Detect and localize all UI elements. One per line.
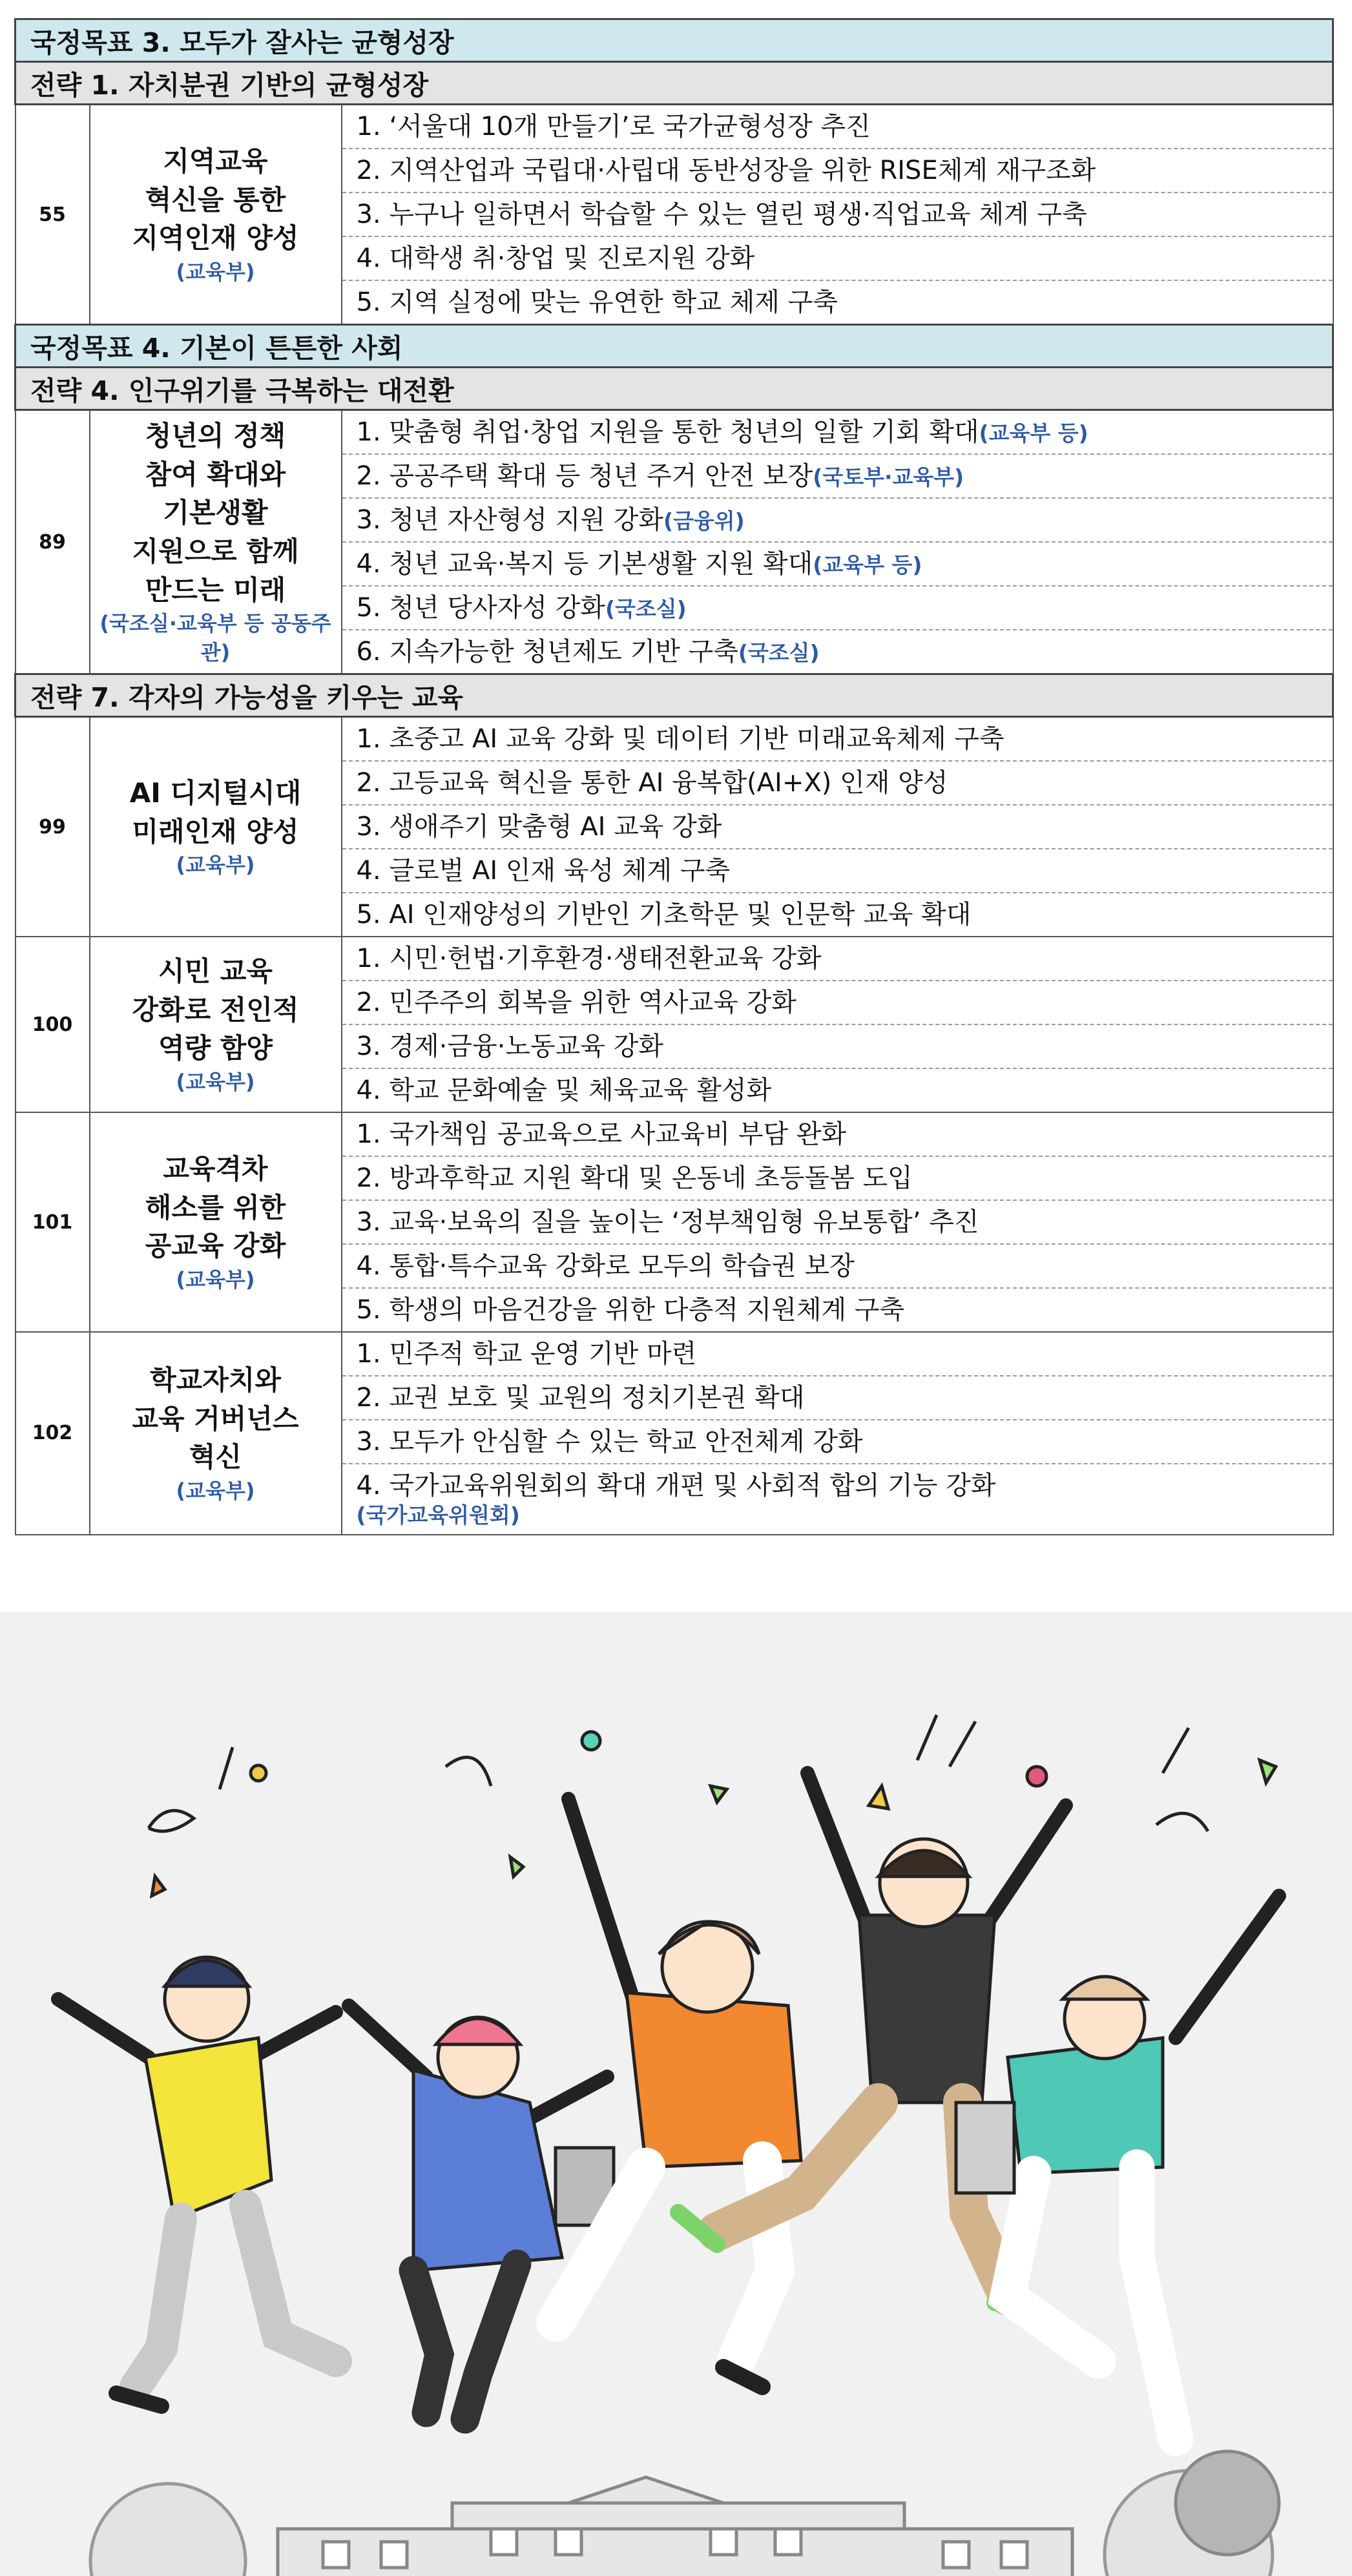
task-item-text: 3. 누구나 일하면서 학습할 수 있는 열린 평생·직업교육 체계 구축 [356, 200, 1087, 229]
task-items-cell [342, 105, 1333, 325]
students-illustration [0, 1612, 1352, 2576]
task-item [342, 849, 1333, 893]
goal-row [16, 325, 1333, 368]
task-item [342, 587, 1333, 630]
task-title-line: 해소를 위한 [145, 1191, 286, 1223]
task-number: 100 [16, 937, 90, 1112]
task-item-text: 2. 방과후학교 지원 확대 및 온동네 초등돌봄 도입 [356, 1163, 913, 1193]
task-ministry: (교육부) [176, 1070, 255, 1095]
task-title-line: 만드는 미래 [145, 574, 286, 606]
task-item-ministry-tag: (금융위) [663, 508, 745, 534]
task-item-text: 1. 시민·헌법·기후환경·생태전환교육 강화 [356, 944, 822, 973]
task-number: 102 [16, 1332, 90, 1535]
task-item [342, 1113, 1333, 1157]
task-items-cell [342, 1112, 1333, 1332]
task-number: 99 [16, 717, 90, 937]
task-item [342, 1333, 1333, 1376]
school-building-icon [90, 2451, 1279, 2576]
task-item-text: 3. 교육·보육의 질을 높이는 ‘정부책임형 유보통합’ 추진 [356, 1207, 979, 1237]
task-item-text: 1. ‘서울대 10개 만들기’로 국가균형성장 추진 [356, 112, 871, 141]
task-number: 101 [16, 1112, 90, 1332]
task-item [342, 455, 1333, 499]
task-item [342, 893, 1333, 936]
task-row [16, 105, 1333, 325]
task-title-line: 강화로 전인적 [132, 993, 299, 1026]
task-item-text: 4. 학교 문화예술 및 체육교육 활성화 [356, 1075, 772, 1105]
task-title-line: 기본생활 [163, 497, 268, 529]
task-items-cell [342, 410, 1333, 674]
task-item-text: 1. 민주적 학교 운영 기반 마련 [356, 1339, 697, 1369]
task-title-cell [90, 1112, 342, 1332]
confetti-icon [149, 1715, 1276, 1896]
task-item [342, 411, 1333, 455]
policy-table-wrap [14, 18, 1332, 1535]
strategy-7-label: 전략 7. 각자의 가능성을 키우는 교육 [16, 674, 1333, 717]
task-item-text: 4. 국가교육위원회의 확대 개편 및 사회적 합의 기능 강화 [356, 1471, 996, 1501]
policy-table-body [16, 19, 1333, 1535]
student-orange-shirt [556, 1799, 801, 2387]
strategy-1-label: 전략 1. 자치분권 기반의 균형성장 [16, 62, 1333, 105]
task-item [342, 105, 1333, 149]
task-item [342, 1289, 1333, 1331]
task-item [342, 149, 1333, 193]
task-title-line: 지역인재 양성 [132, 222, 299, 254]
task-title-cell [90, 105, 342, 325]
strategy-row [16, 368, 1333, 410]
task-title-line: AI 디지털시대 [129, 776, 302, 809]
task-item [342, 1201, 1333, 1245]
task-item [342, 1025, 1333, 1069]
task-item-text: 5. AI 인재양성의 기반인 기초학문 및 인문학 교육 확대 [356, 900, 972, 930]
task-items-cell [342, 937, 1333, 1112]
task-item-ministry-tag: (국조실) [738, 640, 820, 665]
student-yellow-shirt [58, 1957, 336, 2406]
task-title-line: 공교육 강화 [145, 1230, 286, 1262]
task-item [342, 1245, 1333, 1289]
task-item-text: 2. 민주주의 회복을 위한 역사교육 강화 [356, 988, 796, 1017]
task-ministry: (교육부) [176, 853, 255, 878]
task-title-line: 역량 함양 [158, 1032, 273, 1065]
task-item-text: 2. 고등교육 혁신을 통한 AI 융복합(AI+X) 인재 양성 [356, 768, 948, 798]
task-ministry: (국조실·교육부 등 공동주관) [99, 611, 331, 665]
strategy-row [16, 62, 1333, 105]
goal-3-label: 국정목표 3. 모두가 잘사는 균형성장 [16, 19, 1333, 62]
task-item-ministry-tag: (국조실) [605, 596, 687, 621]
task-item-text: 4. 청년 교육·복지 등 기본생활 지원 확대 [356, 549, 813, 579]
task-item-text: 2. 공공주택 확대 등 청년 주거 안전 보장 [356, 461, 813, 491]
task-item-text: 3. 모두가 안심할 수 있는 학교 안전체계 강화 [356, 1427, 863, 1457]
task-item-text: 3. 생애주기 맞춤형 AI 교육 강화 [356, 812, 722, 842]
student-teal-shirt [956, 1896, 1279, 2438]
task-title-line: 지원으로 함께 [132, 535, 299, 568]
task-ministry: (교육부) [176, 1267, 255, 1293]
task-item-text: 6. 지속가능한 청년제도 기반 구축 [356, 637, 738, 667]
task-item [342, 718, 1333, 762]
task-item [342, 543, 1333, 587]
strategy-4-label: 전략 4. 인구위기를 극복하는 대전환 [16, 368, 1333, 410]
task-item [342, 981, 1333, 1025]
task-title-line: 참여 확대와 [145, 458, 286, 490]
task-title-line: 청년의 정책 [145, 420, 286, 452]
task-item [342, 1376, 1333, 1420]
goal-4-label: 국정목표 4. 기본이 튼튼한 사회 [16, 325, 1333, 368]
task-title-cell [90, 410, 342, 674]
task-item-text: 2. 지역산업과 국립대·사립대 동반성장을 위한 RISE체계 재구조화 [356, 156, 1096, 185]
task-items-cell [342, 1332, 1333, 1535]
students-illustration-svg [0, 1612, 1352, 2576]
goal-row [16, 19, 1333, 62]
task-title-line: 혁신을 통한 [145, 183, 286, 216]
task-row [16, 1332, 1333, 1535]
task-ministry: (교육부) [176, 260, 255, 285]
task-item-text: 1. 초중고 AI 교육 강화 및 데이터 기반 미래교육체제 구축 [356, 724, 1004, 754]
task-row [16, 937, 1333, 1112]
task-row [16, 717, 1333, 937]
task-title-line: 혁신 [189, 1441, 242, 1473]
task-item-text: 4. 글로벌 AI 인재 육성 체계 구축 [356, 856, 731, 886]
task-item-text: 2. 교권 보호 및 교원의 정치기본권 확대 [356, 1383, 805, 1413]
task-title-line: 교육격차 [163, 1153, 268, 1185]
task-number: 55 [16, 105, 90, 325]
task-item-text: 4. 통합·특수교육 강화로 모두의 학습권 보장 [356, 1251, 855, 1281]
task-item [342, 193, 1333, 237]
task-item [342, 499, 1333, 543]
task-title-cell [90, 937, 342, 1112]
task-item [342, 1420, 1333, 1464]
task-item [342, 237, 1333, 281]
strategy-row [16, 674, 1333, 717]
task-item-text: 5. 청년 당사자성 강화 [356, 593, 605, 623]
task-title-line: 학교자치와 [150, 1364, 281, 1397]
task-title-cell [90, 717, 342, 937]
task-item [342, 281, 1333, 324]
task-title-cell [90, 1332, 342, 1535]
task-title-line: 시민 교육 [158, 955, 273, 988]
task-item-ministry-tag: (국가교육위원회) [356, 1502, 520, 1528]
task-number: 89 [16, 410, 90, 674]
task-item-text: 4. 대학생 취·창업 및 진로지원 강화 [356, 244, 755, 273]
task-item [342, 1464, 1333, 1534]
task-item-text: 5. 학생의 마음건강을 위한 다층적 지원체계 구축 [356, 1295, 905, 1325]
task-item-ministry-tag: (교육부 등) [813, 552, 922, 577]
policy-table [14, 18, 1334, 1535]
task-title-line: 지역교육 [163, 145, 268, 178]
task-title-line: 미래인재 양성 [132, 815, 299, 847]
task-item-text: 1. 국가책임 공교육으로 사교육비 부담 완화 [356, 1119, 847, 1149]
task-item-ministry-tag: (국토부·교육부) [813, 464, 964, 490]
task-item [342, 1069, 1333, 1112]
task-row [16, 1112, 1333, 1332]
task-row [16, 410, 1333, 674]
task-item [342, 1157, 1333, 1201]
task-item-text: 3. 경제·금융·노동교육 강화 [356, 1032, 663, 1061]
task-item-text: 5. 지역 실정에 맞는 유연한 학교 체제 구축 [356, 287, 838, 317]
task-ministry: (교육부) [176, 1479, 255, 1503]
student-blue-shirt [349, 2006, 614, 2419]
task-item [342, 762, 1333, 805]
task-item [342, 630, 1333, 673]
task-title-line: 교육 거버넌스 [132, 1402, 299, 1435]
task-item [342, 805, 1333, 849]
task-item [342, 937, 1333, 981]
task-item-ministry-tag: (교육부 등) [979, 421, 1088, 446]
task-item-text: 1. 맞춤형 취업·창업 지원을 통한 청년의 일할 기회 확대 [356, 417, 979, 447]
task-items-cell [342, 717, 1333, 937]
task-item-text: 3. 청년 자산형성 지원 강화 [356, 505, 663, 535]
